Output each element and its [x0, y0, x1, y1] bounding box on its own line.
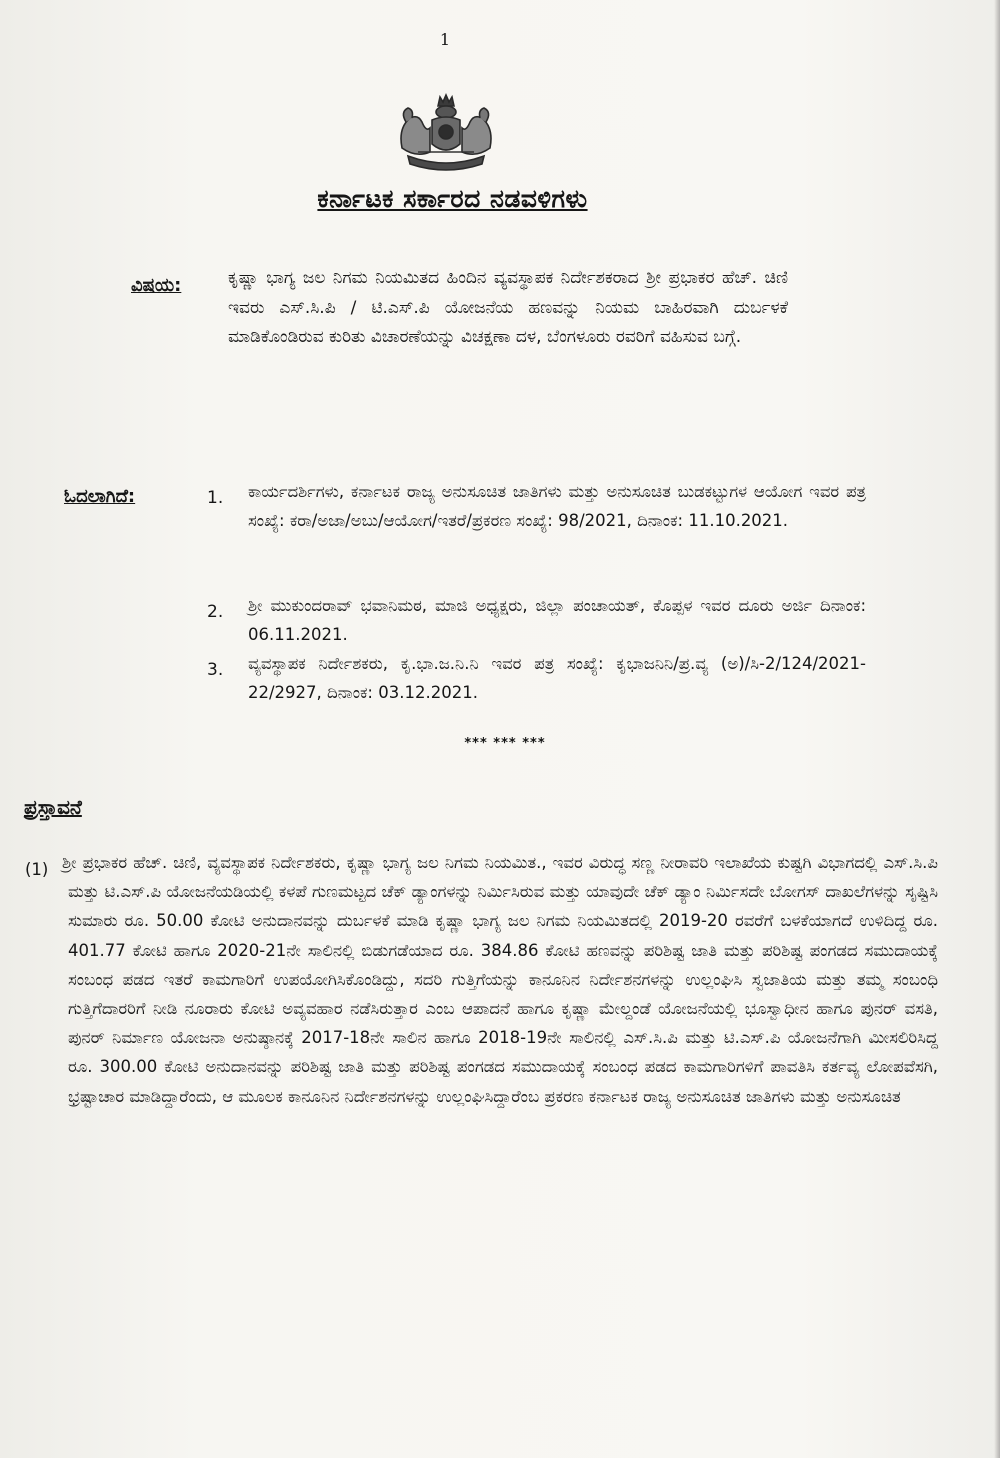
reference-number: 1. [207, 488, 224, 508]
subject-text: ಕೃಷ್ಣಾ ಭಾಗ್ಯ ಜಲ ನಿಗಮ ನಿಯಮಿತದ ಹಿಂದಿನ ವ್ಯವಸ್ಥಾಪಕ ನಿರ್ದೇಶಕರಾದ ಶ್ರೀ ಪ್ರಭಾಕರ ಹೆಚ್. ಚಿಣಿ ಇವರು ಎಸ್.ಸಿ.ಪಿ / ಟಿ.ಎಸ್.ಪಿ ಯೋಜನೆಯ ಹಣವನ್ನು ನಿಯಮ ಬಾಹಿರವಾಗಿ ದುರ್ಬಳಕೆ ಮಾಡಿಕೊಂಡಿರುವ ಕುರಿತು ವಿಚಾರಣೆಯನ್ನು ವಿಚಕ್ಷಣಾ ದಳ, ಬೆಂಗಳೂರು ರವರಿಗೆ ವಹಿಸುವ ಬಗ್ಗೆ. [228, 268, 788, 348]
reference-number: 2. [207, 602, 224, 622]
page-edge-shadow [994, 0, 1000, 1458]
reference-item: ಕಾರ್ಯದರ್ಶಿಗಳು, ಕರ್ನಾಟಕ ರಾಜ್ಯ ಅನುಸೂಚಿತ ಜಾತಿಗಳು ಮತ್ತು ಅನುಸೂಚಿತ ಬುಡಕಟ್ಟುಗಳ ಆಯೋಗ ಇವರ ಪತ್ರ ಸಂಖ್ಯೆ: ಕರಾ/ಅಜಾ/ಅಬು/ಆಯೋಗ/ಇತರೆ/ಪ್ರಕರಣ ಸಂಖ್ಯೆ: 98/2021, ದಿನಾಂಕ: 11.10.2021. [248, 482, 866, 530]
section-separator: *** *** *** [464, 736, 546, 751]
state-emblem-icon [388, 92, 504, 178]
reference-number: 3. [207, 660, 224, 680]
paragraph-number: (1) [25, 860, 49, 879]
preamble-paragraph: ಶ್ರೀ ಪ್ರಭಾಕರ ಹೆಚ್. ಚಿಣಿ, ವ್ಯವಸ್ಥಾಪಕ ನಿರ್ದೇಶಕರು, ಕೃಷ್ಣಾ ಭಾಗ್ಯ ಜಲ ನಿಗಮ ನಿಯಮಿತ., ಇವರ ವಿರುದ್ಧ ಸಣ್ಣ ನೀರಾವರಿ ಇಲಾಖೆಯ ಕುಷ್ಟಗಿ ವಿಭಾಗದಲ್ಲಿ ಎಸ್.ಸಿ.ಪಿ ಮತ್ತು ಟಿ.ಎಸ್.ಪಿ ಯೋಜನೆಯಡಿಯಲ್ಲಿ ಕಳಪೆ ಗುಣಮಟ್ಟದ ಚೆಕ್ ಡ್ಯಾಂಗಳನ್ನು ನಿರ್ಮಿಸಿರುವ ಮತ್ತು ಯಾವುದೇ ಚೆಕ್ ಡ್ಯಾಂ ನಿರ್ಮಿಸದೇ ಬೋಗಸ್ ದಾಖಲೆಗಳನ್ನು ಸೃಷ್ಟಿಸಿ ಸುಮಾರು ರೂ. 50.00 ಕೋಟಿ ಅನುದಾನವನ್ನು ದುರ್ಬಳಕೆ ಮಾಡಿ ಕೃಷ್ಣಾ ಭಾಗ್ಯ ಜಲ ನಿಗಮ ನಿಯಮಿತದಲ್ಲಿ 2019-20 ರವರೆಗೆ ಬಳಕೆಯಾಗದೆ ಉಳಿದಿದ್ದ ರೂ. 401.77 ಕೋಟಿ ಹಾಗೂ 2020-21ನೇ ಸಾಲಿನಲ್ಲಿ ಬಿಡುಗಡೆಯಾದ ರೂ. 384.86 ಕೋಟಿ ಹಣವನ್ನು ಪರಿಶಿಷ್ಟ ಜಾತಿ ಮತ್ತು ಪರಿಶಿಷ್ಟ ಪಂಗಡದ ಸಮುದಾಯಕ್ಕೆ ಸಂಬಂಧ ಪಡದ ಇತರೆ ಕಾಮಗಾರಿಗೆ ಉಪಯೋಗಿಸಿಕೊಂಡಿದ್ದು, ಸದರಿ ಗುತ್ತಿಗೆಯನ್ನು ಕಾನೂನಿನ ನಿರ್ದೇಶನಗಳನ್ನು ಉಲ್ಲಂಘಿಸಿ ಸ್ವಜಾತಿಯ ಮತ್ತು ತಮ್ಮ ಸಂಬಂಧಿ ಗುತ್ತಿಗೆದಾರರಿಗೆ ನೀಡಿ ನೂರಾರು ಕೋಟಿ ಅವ್ಯವಹಾರ ನಡೆಸಿರುತ್ತಾರ ಎಂಬ ಆಪಾದನೆ ಹಾಗೂ ಕೃಷ್ಣಾ ಮೇಲ್ದಂಡೆ ಯೋಜನೆಯಲ್ಲಿ ಭೂಸ್ವಾಧೀನ ಹಾಗೂ ಪುನರ್ ವಸತಿ, ಪುನರ್ ನಿರ್ಮಾಣ ಯೋಜನಾ ಅನುಷ್ಠಾನಕ್ಕೆ 2017-18ನೇ ಸಾಲಿನ ಹಾಗೂ 2018-19ನೇ ಸಾಲಿನಲ್ಲಿ ಎಸ್.ಸಿ.ಪಿ ಮತ್ತು ಟಿ.ಎಸ್.ಪಿ ಯೋಜನೆಗಾಗಿ ಮೀಸಲಿರಿಸಿದ್ದ ರೂ. 300.00 ಕೋಟಿ ಅನುದಾನವನ್ನು ಪರಿಶಿಷ್ಟ ಜಾತಿ ಮತ್ತು ಪರಿಶಿಷ್ಟ ಪಂಗಡದ ಸಮುದಾಯಕ್ಕೆ ಸಂಬಂಧ ಪಡದ ಕಾಮಗಾರಿಗಳಿಗೆ ಪಾವತಿಸಿ ಕರ್ತವ್ಯ ಲೋಪವೆಸಗಿ, ಭ್ರಷ್ಟಾಚಾರ ಮಾಡಿದ್ದಾರೆಂದು, ಆ ಮೂಲಕ ಕಾನೂನಿನ ನಿರ್ದೇಶನಗಳನ್ನು ಉಲ್ಲಂಘಿಸಿದ್ದಾರೆಂಬ ಪ್ರಕರಣ ಕರ್ನಾಟಕ ರಾಜ್ಯ ಅನುಸೂಚಿತ ಜಾತಿಗಳು ಮತ್ತು ಅನುಸೂಚಿತ [62, 853, 938, 1106]
document-title: ಕರ್ನಾಟಕ ಸರ್ಕಾರದ ನಡವಳಿಗಳು [317, 184, 588, 213]
preamble-heading: ಪ್ರಸ್ತಾವನೆ [24, 795, 82, 819]
reference-item: ಶ್ರೀ ಮುಕುಂದರಾವ್ ಭವಾನಿಮಠ, ಮಾಜಿ ಅಧ್ಯಕ್ಷರು, ಜಿಲ್ಲಾ ಪಂಚಾಯತ್, ಕೊಪ್ಪಳ ಇವರ ದೂರು ಅರ್ಜಿ ದಿನಾಂಕ: 06.11.2021. [248, 596, 866, 644]
references-label: ಓದಲಾಗಿದೆ: [64, 486, 136, 507]
page-number: 1 [439, 30, 451, 49]
reference-item: ವ್ಯವಸ್ಥಾಪಕ ನಿರ್ದೇಶಕರು, ಕೃ.ಭಾ.ಜ.ನಿ.ನಿ ಇವರ ಪತ್ರ ಸಂಖ್ಯೆ: ಕೃಭಾಜನಿನಿ/ಪ್ರ.ವ್ಯ (ಅ)/ಸಿ-2/124/2021-22/2927, ದಿನಾಂಕ: 03.12.2021. [248, 654, 866, 702]
subject-label: ವಿಷಯ: [131, 275, 182, 296]
